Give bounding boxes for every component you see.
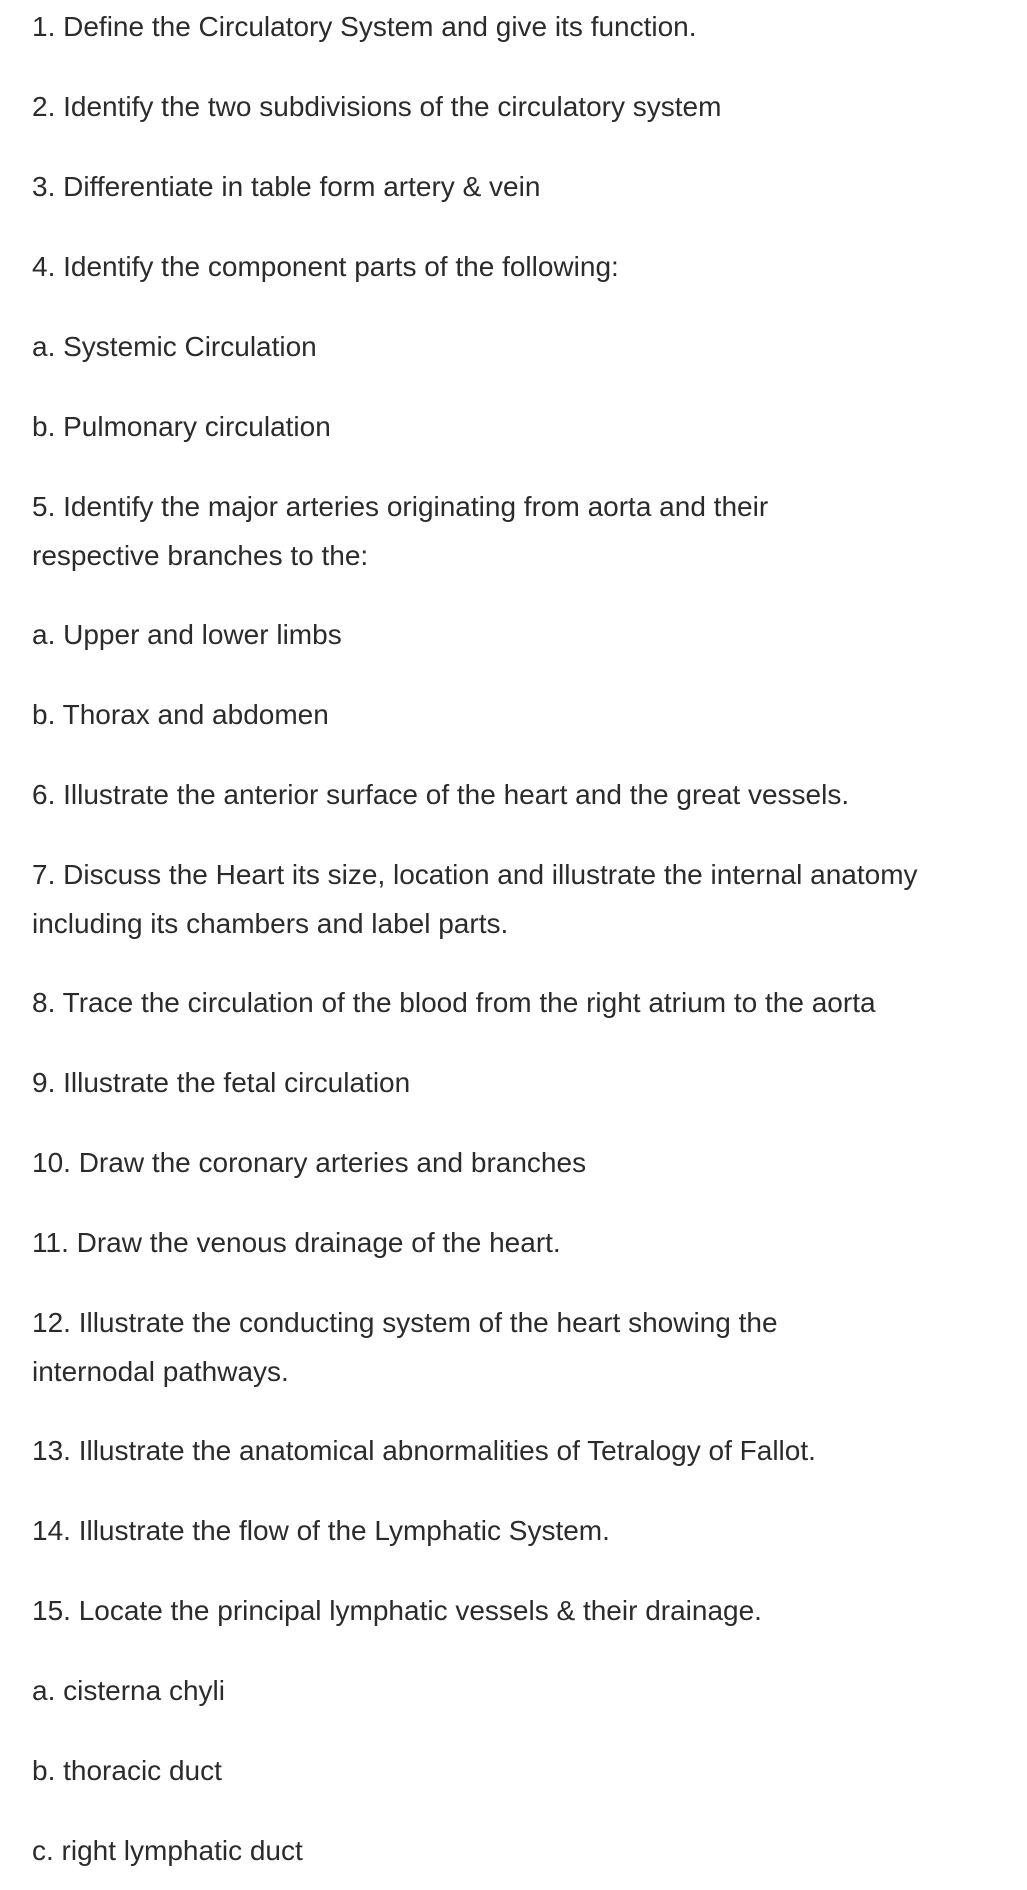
question-5a: a. Upper and lower limbs [32, 619, 342, 650]
question-6: 6. Illustrate the anterior surface of the heart and the great vessels. [32, 779, 850, 810]
question-9: 9. Illustrate the fetal circulation [32, 1067, 411, 1098]
question-10: 10. Draw the coronary arteries and branches [32, 1147, 587, 1178]
question-7: 7. Discuss the Heart its size, location and illustrate the internal anatomy including its chambers and label parts. [32, 859, 918, 939]
question-5: 5. Identify the major arteries originating from aorta and their respective branches to the: [32, 491, 769, 571]
question-15a: a. cisterna chyli [32, 1675, 225, 1706]
question-4b: b. Pulmonary circulation [32, 411, 331, 442]
question-15c: c. right lymphatic duct [32, 1835, 303, 1866]
question-2: 2. Identify the two subdivisions of the circulatory system [32, 91, 722, 122]
question-3: 3. Differentiate in table form artery & vein [32, 171, 541, 202]
question-12: 12. Illustrate the conducting system of the heart showing the internodal pathways. [32, 1307, 778, 1387]
question-15b: b. thoracic duct [32, 1755, 222, 1786]
question-13: 13. Illustrate the anatomical abnormalities of Tetralogy of Fallot. [32, 1435, 816, 1466]
question-4a: a. Systemic Circulation [32, 331, 317, 362]
question-15: 15. Locate the principal lymphatic vessels & their drainage. [32, 1595, 762, 1626]
question-1: 1. Define the Circulatory System and give its function. [32, 11, 697, 42]
question-5b: b. Thorax and abdomen [32, 699, 329, 730]
question-11: 11. Draw the venous drainage of the heart. [32, 1227, 561, 1258]
question-14: 14. Illustrate the flow of the Lymphatic System. [32, 1515, 610, 1546]
question-4: 4. Identify the component parts of the following: [32, 251, 619, 282]
question-8: 8. Trace the circulation of the blood from the right atrium to the aorta [32, 987, 876, 1018]
